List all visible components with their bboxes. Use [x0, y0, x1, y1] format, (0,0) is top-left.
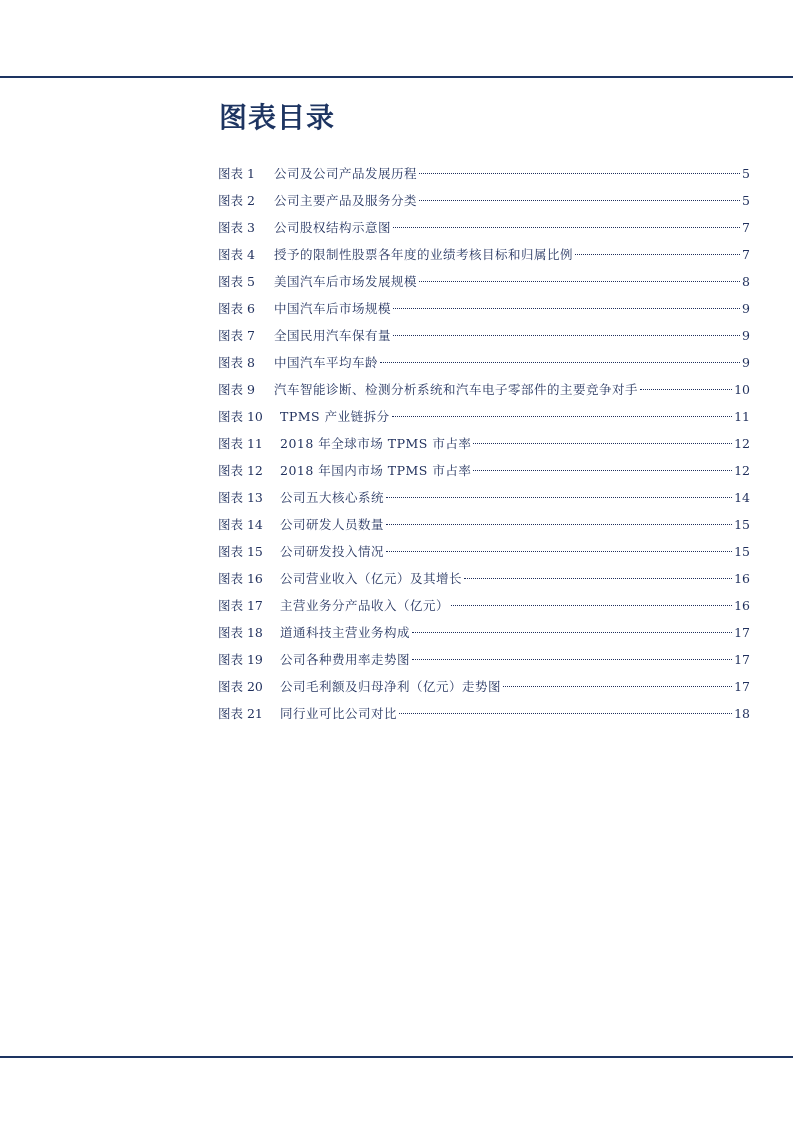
- entry-page: 11: [734, 409, 750, 424]
- entry-page: 5: [742, 193, 750, 208]
- entry-title: 汽车智能诊断、检测分析系统和汽车电子零部件的主要竞争对手: [274, 382, 639, 397]
- toc-entry[interactable]: [218, 592, 750, 619]
- entry-title: 同行业可比公司对比: [280, 706, 398, 721]
- dot-leader: [419, 173, 740, 174]
- entry-page: 7: [742, 220, 750, 235]
- entry-page: 17: [734, 652, 750, 667]
- toc-entry[interactable]: [218, 538, 750, 565]
- toc-entry[interactable]: [218, 214, 750, 241]
- entry-title: 公司及公司产品发展历程: [274, 166, 418, 181]
- entry-page: 9: [742, 301, 750, 316]
- entry-title: TPMS 产业链拆分: [280, 409, 390, 424]
- entry-title: 公司五大核心系统: [280, 490, 385, 505]
- dot-leader: [386, 497, 732, 498]
- dot-leader: [393, 335, 740, 336]
- entry-page: 8: [742, 274, 750, 289]
- entry-number: 图表 21: [218, 706, 263, 721]
- entry-page: 15: [734, 517, 750, 532]
- toc-entry[interactable]: [218, 430, 750, 457]
- entry-number: 图表 18: [218, 625, 263, 640]
- entry-title: 中国汽车平均车龄: [274, 355, 379, 370]
- toc-entry[interactable]: [218, 160, 750, 187]
- entry-title: 全国民用汽车保有量: [274, 328, 392, 343]
- entry-title: 公司研发投入情况: [280, 544, 385, 559]
- entry-title: 主营业务分产品收入（亿元）: [280, 598, 450, 613]
- dot-leader: [399, 713, 732, 714]
- dot-leader: [419, 281, 740, 282]
- entry-number: 图表 20: [218, 679, 263, 694]
- entry-page: 5: [742, 166, 750, 181]
- dot-leader: [392, 416, 733, 417]
- entry-title: 2018 年国内市场 TPMS 市占率: [280, 463, 472, 478]
- entry-page: 9: [742, 328, 750, 343]
- entry-page: 17: [734, 625, 750, 640]
- footer-rule: [0, 1056, 793, 1058]
- dot-leader: [464, 578, 732, 579]
- entry-number: 图表 6: [218, 301, 255, 316]
- toc-entry[interactable]: [218, 241, 750, 268]
- entry-number: 图表 10: [218, 409, 263, 424]
- page-title: 图表目录: [219, 101, 336, 134]
- toc-entry[interactable]: [218, 619, 750, 646]
- entry-page: 14: [734, 490, 750, 505]
- toc-entry[interactable]: [218, 673, 750, 700]
- toc-entry[interactable]: [218, 349, 750, 376]
- dot-leader: [640, 389, 732, 390]
- entry-number: 图表 1: [218, 166, 255, 181]
- entry-page: 12: [734, 436, 750, 451]
- entry-page: 15: [734, 544, 750, 559]
- entry-page: 18: [734, 706, 750, 721]
- toc-entry[interactable]: [218, 511, 750, 538]
- entry-number: 图表 2: [218, 193, 255, 208]
- entry-page: 10: [734, 382, 750, 397]
- entry-number: 图表 11: [218, 436, 263, 451]
- dot-leader: [380, 362, 740, 363]
- entry-page: 16: [734, 571, 750, 586]
- dot-leader: [503, 686, 732, 687]
- entry-number: 图表 15: [218, 544, 263, 559]
- dot-leader: [419, 200, 740, 201]
- entry-title: 美国汽车后市场发展规模: [274, 274, 418, 289]
- entry-page: 16: [734, 598, 750, 613]
- entry-number: 图表 9: [218, 382, 255, 397]
- entry-number: 图表 8: [218, 355, 255, 370]
- entry-number: 图表 4: [218, 247, 255, 262]
- toc-entry[interactable]: [218, 376, 750, 403]
- toc-entry[interactable]: [218, 187, 750, 214]
- entry-page: 17: [734, 679, 750, 694]
- toc-entry[interactable]: [218, 457, 750, 484]
- entry-page: 9: [742, 355, 750, 370]
- entry-number: 图表 14: [218, 517, 263, 532]
- entry-title: 道通科技主营业务构成: [280, 625, 411, 640]
- dot-leader: [386, 524, 732, 525]
- entry-title: 公司营业收入（亿元）及其增长: [280, 571, 463, 586]
- entry-number: 图表 12: [218, 463, 263, 478]
- header-rule: [0, 76, 793, 78]
- dot-leader: [575, 254, 740, 255]
- toc-entry[interactable]: [218, 484, 750, 511]
- entry-title: 公司研发人员数量: [280, 517, 385, 532]
- toc-entry[interactable]: [218, 268, 750, 295]
- toc-entry[interactable]: [218, 646, 750, 673]
- entry-number: 图表 5: [218, 274, 255, 289]
- toc-entry[interactable]: [218, 322, 750, 349]
- entry-title: 中国汽车后市场规模: [274, 301, 392, 316]
- toc-entry[interactable]: [218, 565, 750, 592]
- toc-entry[interactable]: [218, 295, 750, 322]
- entry-page: 12: [734, 463, 750, 478]
- entry-number: 图表 19: [218, 652, 263, 667]
- dot-leader: [393, 227, 740, 228]
- toc-entry[interactable]: [218, 700, 750, 727]
- entry-title: 公司毛利额及归母净利（亿元）走势图: [280, 679, 502, 694]
- entry-number: 图表 16: [218, 571, 263, 586]
- dot-leader: [451, 605, 732, 606]
- dot-leader: [393, 308, 740, 309]
- dot-leader: [386, 551, 732, 552]
- entry-number: 图表 13: [218, 490, 263, 505]
- entry-title: 公司股权结构示意图: [274, 220, 392, 235]
- entry-number: 图表 7: [218, 328, 255, 343]
- entry-number: 图表 3: [218, 220, 255, 235]
- entry-title: 授予的限制性股票各年度的业绩考核目标和归属比例: [274, 247, 574, 262]
- toc-entry[interactable]: [218, 403, 750, 430]
- dot-leader: [412, 659, 732, 660]
- entry-title: 公司主要产品及服务分类: [274, 193, 418, 208]
- entry-title: 2018 年全球市场 TPMS 市占率: [280, 436, 472, 451]
- dot-leader: [473, 470, 732, 471]
- figure-list: [218, 160, 750, 727]
- entry-number: 图表 17: [218, 598, 263, 613]
- dot-leader: [473, 443, 732, 444]
- entry-title: 公司各种费用率走势图: [280, 652, 411, 667]
- entry-page: 7: [742, 247, 750, 262]
- dot-leader: [412, 632, 732, 633]
